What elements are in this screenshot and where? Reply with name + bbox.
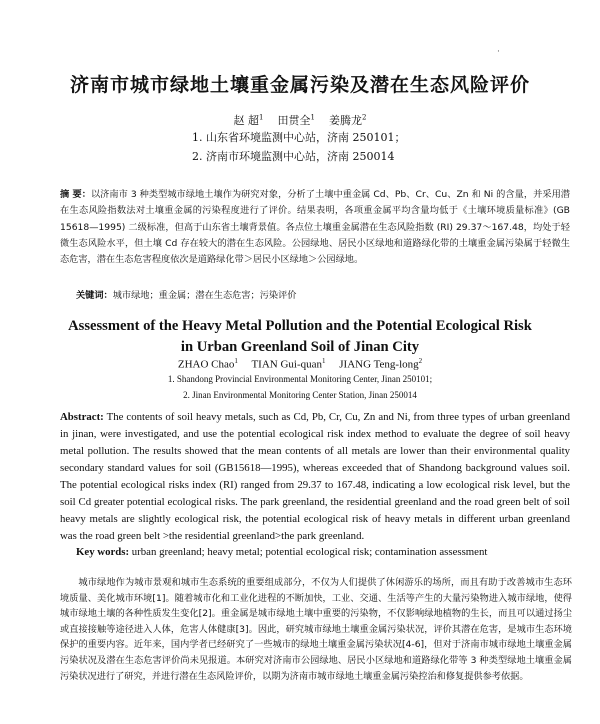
english-title-line-1: Assessment of the Heavy Metal Pollution and the Potential Ecological Risk xyxy=(68,318,532,334)
english-keywords-label: Key words: xyxy=(76,546,130,558)
chinese-authors xyxy=(0,112,600,128)
author-name: 赵 超 xyxy=(233,114,260,127)
author-sup: 1 xyxy=(234,357,238,365)
chinese-keywords xyxy=(76,287,297,301)
english-title xyxy=(0,316,600,358)
english-keywords xyxy=(76,546,487,558)
english-affiliation-1: 1. Shandong Provincial Environmental Monitoring Center, Jinan 250101; xyxy=(167,374,433,384)
author-sup: 2 xyxy=(418,357,423,365)
chinese-keywords-text: 城市绿地；重金属；潜在生态危害；污染评价 xyxy=(112,290,297,301)
chinese-abstract xyxy=(60,187,570,268)
english-abstract xyxy=(60,409,570,545)
english-authors xyxy=(0,357,600,371)
english-abstract-text: The contents of soil heavy metals, such as Cd, Pb, Cr, Cu, Zn and Ni, from three types of urban greenland in jinan, were investigated, and use the potential ecological risk index method to evaluate the degree of soil heavy metal pollution. The results showed that the mean contents of all metals are lower than their environmental quality secondary standard values for soil (GB15618—1995), whereas exceeded that of Shandong background values soil. The potential ecological risks index (RI) ranged from 29.37 to 167.48, indicating a low ecological risk level, but the soil Cd greater potential ecological risks. The park greenland, the residential greenland and the road green belt of soil heavy metals are slightly ecological risk, the potential ecological risk of heavy metals in different urban greenland was the road green belt >the residential greenland>the park greenland. xyxy=(60,411,570,542)
author-name: TIAN Gui-quan xyxy=(251,358,323,371)
corner-mark: · xyxy=(497,47,500,57)
chinese-affiliation-1: 1. 山东省环境监测中心站，济南 250101； xyxy=(192,131,406,144)
chinese-keywords-label: 关键词： xyxy=(76,290,113,301)
author-sup: 1 xyxy=(259,113,264,122)
author-sup: 1 xyxy=(310,113,315,122)
author-sup: 1 xyxy=(322,357,326,365)
chinese-affiliation-2: 2. 济南市环境监测中心站，济南 250014 xyxy=(192,150,395,163)
english-title-line-2: in Urban Greenland Soil of Jinan City xyxy=(180,339,420,355)
english-keywords-text: urban greenland; heavy metal; potential ecological risk; contamination assessment xyxy=(131,546,488,558)
body-paragraph: 城市绿地作为城市景观和城市生态系统的重要组成部分，不仅为人们提供了休闲游乐的场所，而且有助于改善城市生态环境质量、美化城市环境[1]。随着城市化和工业化进程的不断加快，工业、交通、生活等产生的大量污染物进入城市绿地，使得城市绿地土壤的各种性质发生变化[2]。重金属是城市绿地土壤中重要的污染物，不仅影响绿地植物的生长，而且可以通过扬尘或直接接触等途径进入人体，危害人体健康[3]。因此，研究城市绿地土壤重金属污染状况，评价其潜在危害，是城市生态环境保护的重要内容。近年来，国内学者已经研究了一些城市的绿地土壤重金属污染状况[4-6]，但对于济南市城市绿地土壤重金属污染状况及潜在生态危害评价尚未见报道。本研究对济南市公园绿地、居民小区绿地和道路绿化带等 3 种类型绿地土壤重金属污染状况进行了研究，并进行潜在生态风险评价，以期为济南市城市绿地土壤重金属污染控治和修复提供参考依据。 xyxy=(60,577,572,682)
english-affiliation-2: 2. Jinan Environmental Monitoring Center Station, Jinan 250014 xyxy=(183,390,417,400)
english-abstract-label: Abstract: xyxy=(60,411,104,423)
chinese-title: 济南市城市绿地土壤重金属污染及潜在生态风险评价 xyxy=(69,74,530,96)
author-name: 姜腾龙 xyxy=(328,114,362,127)
author-sup: 2 xyxy=(361,113,367,122)
author-name: 田贯全 xyxy=(277,114,311,127)
chinese-abstract-text: 以济南市 3 种类型城市绿地土壤作为研究对象，分析了土壤中重金属 Cd、Pb、Cr、Cu、Zn 和 Ni 的含量，并采用潜在生态风险指数法对土壤重金属的污染程度进行了评价。结果表明，各项重金属平均含量均低于《土壤环境质量标准》(GB 15618—1995) 二级标准，但高于山东省土壤背景值。各点位土壤重金属潜在生态风险指数 (RI) 29.37～167.48，均处于轻微生态风险水平，但土壤 Cd 存在较大的潜在生态风险。公园绿地、居民小区绿地和道路绿化带的土壤重金属污染属于轻微生态危害，潜在生态危害程度依次是道路绿化带＞居民小区绿地＞公园绿地。 xyxy=(60,189,570,266)
author-name: ZHAO Chao xyxy=(177,358,235,371)
author-name: JIANG Teng-long xyxy=(339,358,419,371)
chinese-abstract-label: 摘 要： xyxy=(60,189,91,200)
